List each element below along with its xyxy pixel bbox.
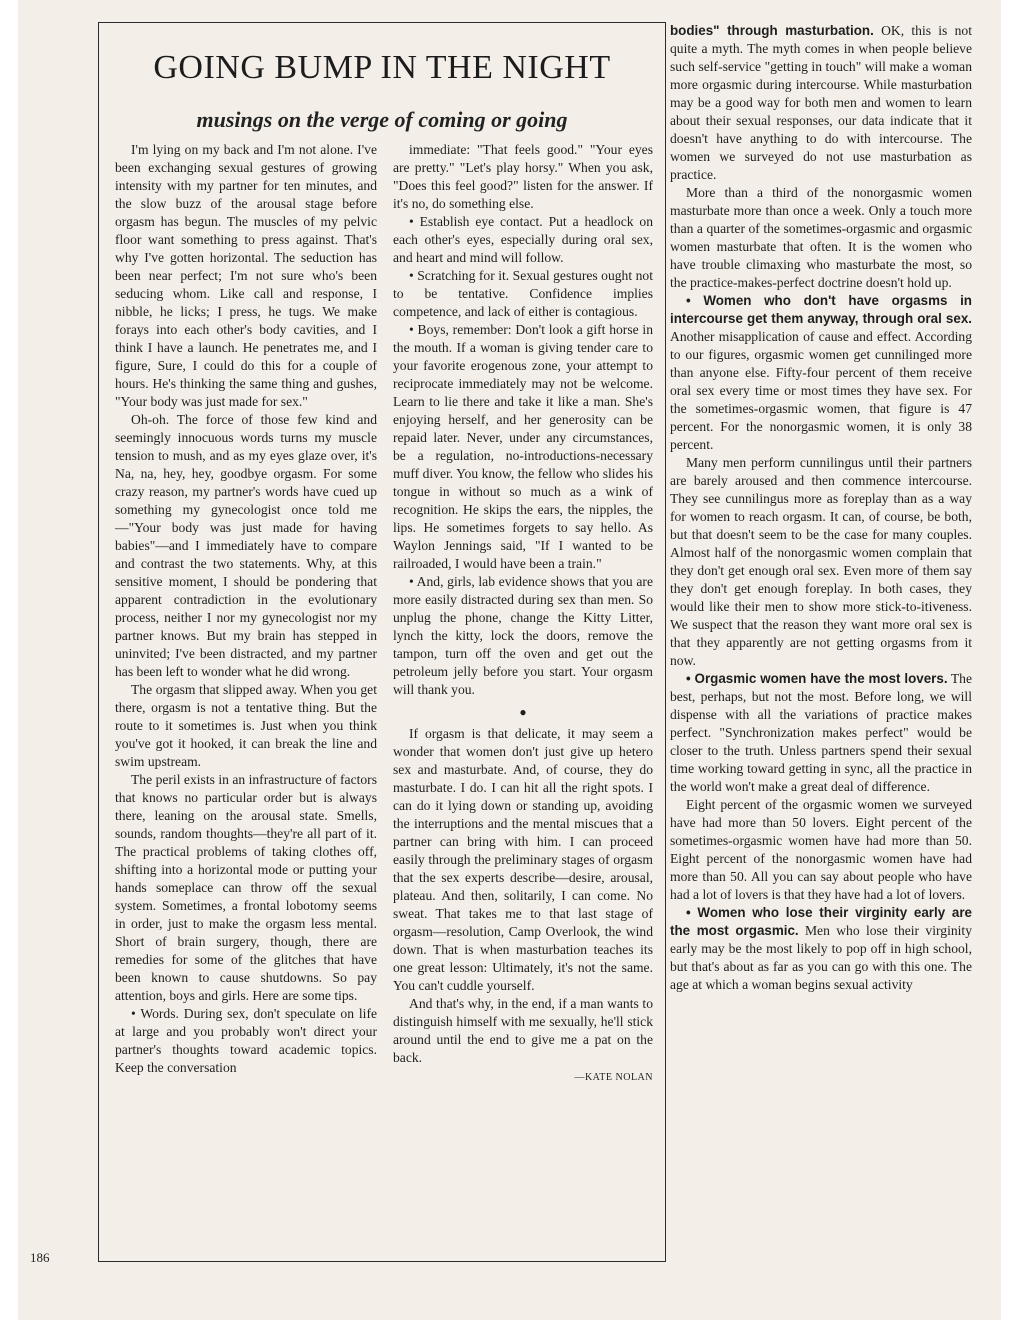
paragraph: And that's why, in the end, if a man wants to distinguish himself with me sexually, he'll stick around until the end to give me a pat on the back. [393, 996, 653, 1065]
bold-lead: • Women who lose their virginity early are the most orgasmic. [670, 905, 972, 938]
paragraph: I'm lying on my back and I'm not alone. I've been exchanging sexual gestures of growing intensity with my partner for ten minutes, and the slow buzz of the arousal stage before orgasm has begun. The muscles of my pelvic floor want something to press against. That's why I've gotten horizontal. The seduction has been near perfect; I'm not sure who's been seducing whom. Like call and response, I nibble, he licks; I press, he tugs. We make forays into each other's body cavities, and I think I have a launch. He penetrates me, and I figure, Sure, I could do this for a couple of hours. He's thinking the same thing and gushes, "Your body was just made for sex." [115, 142, 377, 409]
paragraph: • Scratching for it. Sexual gestures ought not to be tentative. Confidence implies competence, and lack of either is contagious. [393, 268, 653, 319]
paragraph-text: Men who lose their virginity early may be the most likely to pop off in high school, but that's about as far as you can go with this one. The age at which a woman begins sexual activity [670, 923, 972, 992]
paragraph-text: The best, perhaps, but not the most. Before long, we will dispense with all the variations of practice makes perfect. "Synchronization makes perfect" would be closer to the truth. Unless partners spend their sexual time working toward getting in sync, all the practice in the world won't make a great deal of difference. [670, 671, 972, 794]
paragraph: • Boys, remember: Don't look a gift horse in the mouth. If a woman is giving tender care to your favorite erogenous zone, your attempt to reciprocate immediately may not be welcome. Learn to lie there and take it like a man. She's enjoying herself, and her generosity can be repaid later. Never, under any circumstances, be a regulation, no-introductions-necessary muff diver. You know, the fellow who slides his tongue in without so much as a wink of recognition. He skips the ears, the nipples, the lips. He sometimes forgets to say hello. As Waylon Jennings said, "If I wanted to be railroaded, I would have been a train." [393, 322, 653, 571]
article-title: GOING BUMP IN THE NIGHT [153, 49, 611, 86]
paragraph: The peril exists in an infrastructure of factors that knows no particular order but is always there, leaning on the arousal state. Smells, sounds, random thoughts—they're all part of it. The practical problems of taking clothes off, shifting into a horizontal mode or putting your hands someplace can throw off the sexual system. Sometimes, a frontal lobotomy seems in order, just to make the orgasm less mental. Short of brain surgery, though, there are remedies for some of the glitches that have been known to cause shutdowns. So pay attention, boys and girls. Here are some tips. [115, 772, 377, 1003]
paragraph: More than a third of the nonorgasmic women masturbate more than once a week. Only a touch more than a quarter of the sometimes-orgasmic and orgasmic women masturbate that often. It is the women who have trouble climaxing who masturbate the most, so the practice-makes-perfect doctrine doesn't hold up. [670, 185, 972, 290]
paragraph-text: Another misapplication of cause and effect. According to our figures, orgasmic women get cunnilinged more than anyone else. Fifty-four percent of them receive oral sex every time or most times they have sex. For the sometimes-orgasmic women, that figure is 47 percent. For the nonorgasmic women, it is only 38 percent. [670, 329, 972, 452]
paragraph [670, 22, 972, 184]
bold-lead: • Women who don't have orgasms in intercourse get them anyway, through oral sex. [670, 293, 972, 326]
paragraph: If orgasm is that delicate, it may seem a wonder that women don't just give up hetero sex and masturbate. And, of course, they do masturbate. I do. I can hit all the right spots. I can do it lying down or standing up, avoiding the interruptions and the mental miscues that a partner can bring with him. I can proceed easily through the preliminary stages of orgasm that the sex experts describe—desire, arousal, plateau. And then, solitarily, I can come. No sweat. That takes me to that last stage of orgasm—resolution, Camp Overlook, the wind down. That is when masturbation teaches its one great lesson: Ultimately, it's not the same. You can't cuddle yourself. [393, 726, 653, 993]
paragraph: • And, girls, lab evidence shows that you are more easily distracted during sex than men. So unplug the phone, change the Kitty Litter, lynch the kitty, lock the doors, remove the tampon, turn off the oven and get out the petroleum jelly before you start. Your orgasm will thank you. [393, 574, 653, 697]
article-column-2 [393, 141, 653, 1087]
article-column-1 [115, 141, 377, 1077]
bold-lead: bodies" through masturbation. [670, 23, 874, 38]
article-box [98, 22, 666, 1262]
section-separator: ● [519, 705, 527, 719]
page-number: 186 [30, 1250, 50, 1265]
sidebar-column [670, 22, 972, 994]
paragraph [670, 292, 972, 454]
paragraph [670, 904, 972, 994]
paragraph-text: OK, this is not quite a myth. The myth comes in when people believe such self-service "getting in touch" will make a woman more orgasmic during intercourse. While masturbation may be a good way for both men and women to learn about their sexual responses, our data indicate that it doesn't have anything to do with intercourse. The women we surveyed do not use masturbation as practice. [670, 23, 972, 182]
author-byline: —KATE NOLAN [574, 1072, 653, 1083]
paragraph: Oh-oh. The force of those few kind and seemingly innocuous words turns my muscle tension to mush, and as my eyes glaze over, it's Na, na, hey, hey, goodbye orgasm. For some crazy reason, my partner's words have cued up something my gynecologist once told me—"Your body was just made for having babies"—and I immediately have to compare and contrast the two statements. Why, at this sensitive moment, I should be pondering that apparent contradiction in the evolutionary process, neither I nor my gynecologist nor my partner knows. But my brain has stepped in uninvited; I've been distracted, and my partner has been left to wonder what he did wrong. [115, 412, 377, 679]
paragraph: • Establish eye contact. Put a headlock on each other's eyes, especially during oral sex, and heart and mind will follow. [393, 214, 653, 265]
paragraph: • Words. During sex, don't speculate on life at large and you probably won't direct your partner's thoughts toward academic topics. Keep the conversation [115, 1006, 377, 1075]
bold-lead: • Orgasmic women have the most lovers. [686, 671, 948, 686]
article-subtitle: musings on the verge of coming or going [196, 107, 568, 132]
paragraph: Eight percent of the orgasmic women we surveyed have had more than 50 lovers. Eight percent of the sometimes-orgasmic women have had more than 50. Eight percent of the nonorgasmic women have had more than 50. All you can say about people who have had a lot of lovers is that they have had a lot of lovers. [670, 797, 972, 902]
paragraph: immediate: "That feels good." "Your eyes are pretty." "Let's play horsy." When you ask, "Does this feel good?" listen for the answer. If it's no, do something else. [393, 142, 653, 211]
paragraph: The orgasm that slipped away. When you get there, orgasm is not a tentative thing. But the route to it sometimes is. Just when you think you've got it hooked, it can break the line and swim upstream. [115, 682, 377, 769]
paragraph: Many men perform cunnilingus until their partners are barely aroused and then commence intercourse. They see cunnilingus more as foreplay than as a way for women to reach orgasm. It can, of course, be both, but that doesn't seem to be the case for many couples. Almost half of the nonorgasmic women complain that they don't get enough oral sex. Even more of them say they don't get enough foreplay. In both cases, they would like their men to show more stick-to-itiveness. We suspect that the reason they want more oral sex is that they apparently are not getting orgasms from it now. [670, 455, 972, 668]
magazine-page [18, 0, 1001, 1320]
paragraph [670, 670, 972, 796]
